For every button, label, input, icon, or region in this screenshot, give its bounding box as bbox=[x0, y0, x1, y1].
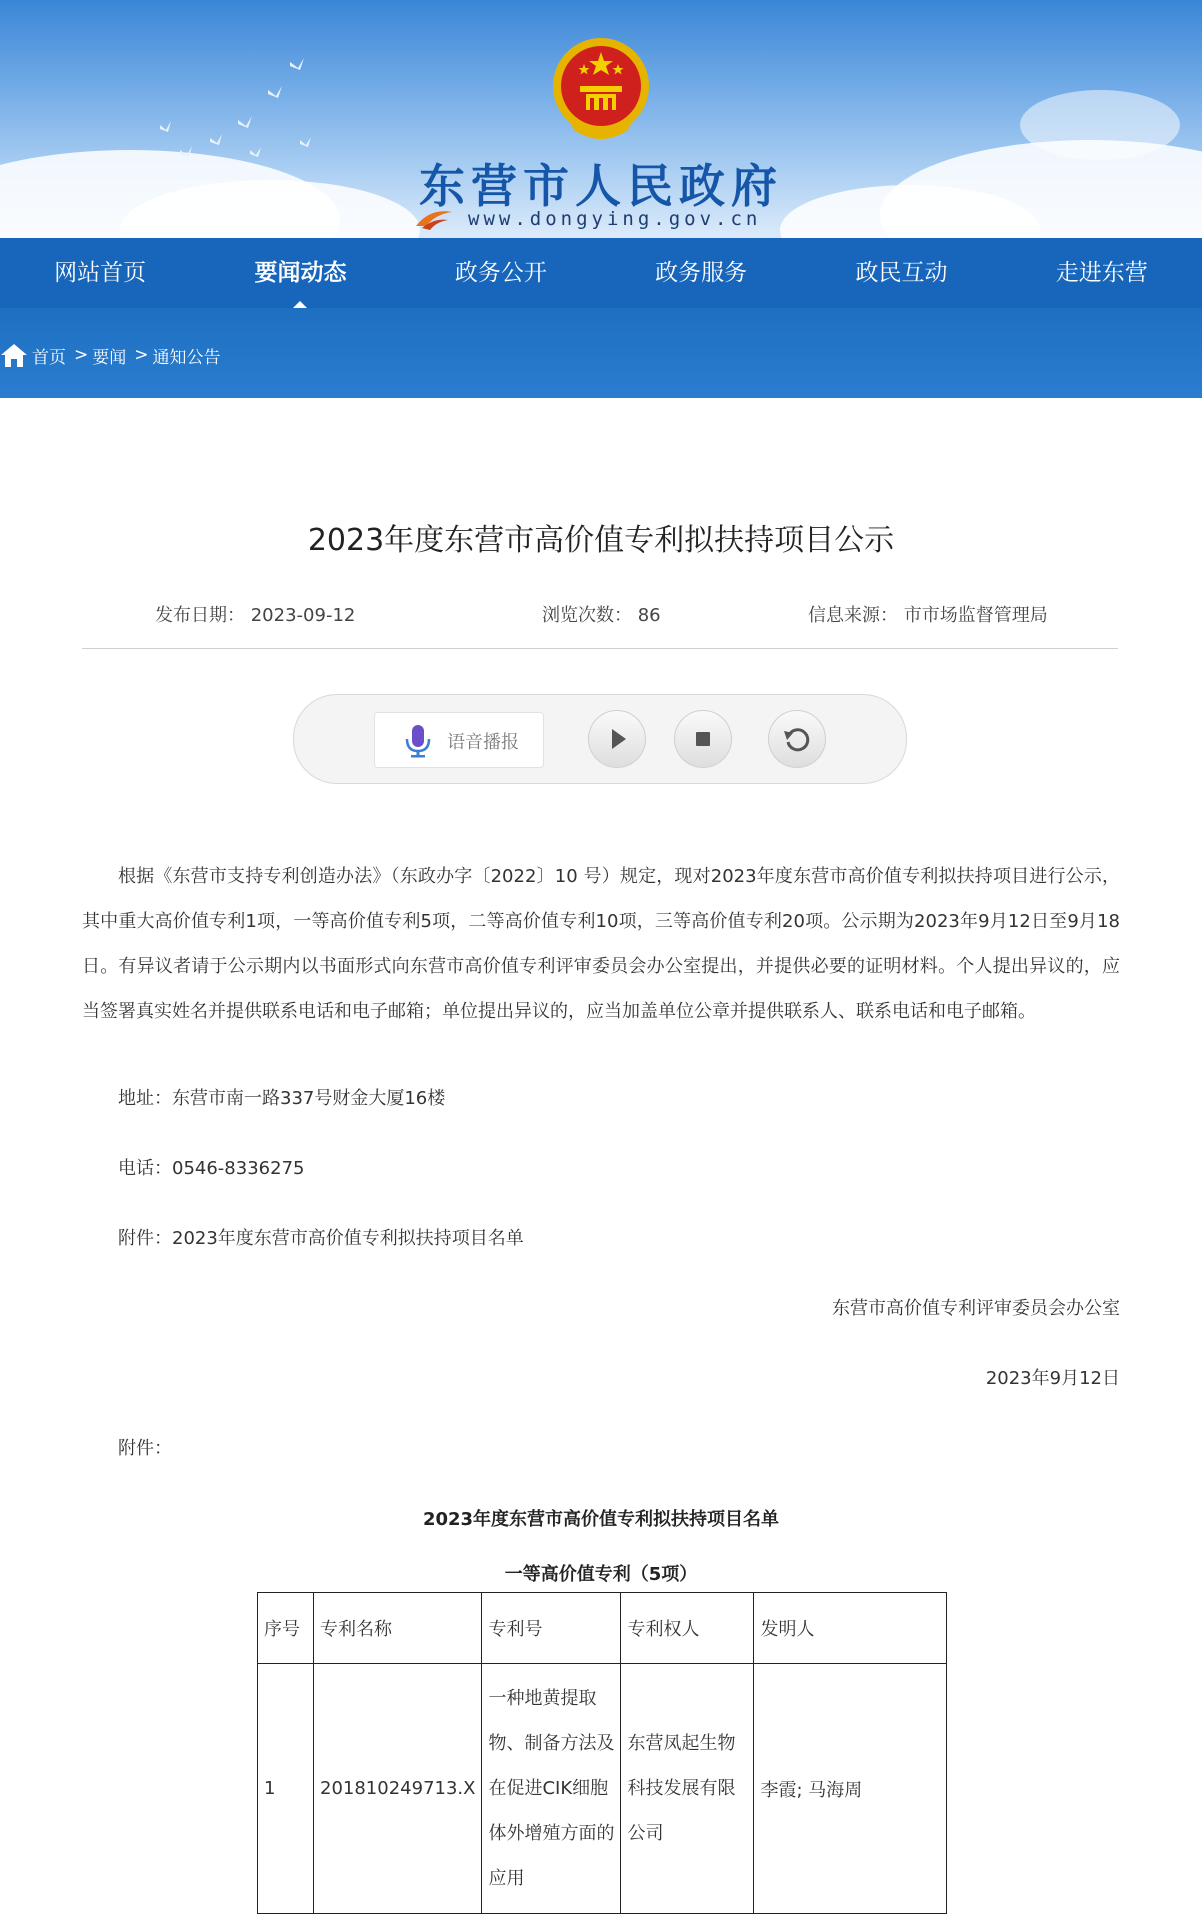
table-cell-col2: 201810249713.X bbox=[314, 1664, 482, 1914]
header-banner bbox=[0, 0, 1202, 238]
replay-icon bbox=[769, 711, 825, 767]
view-count-label: 浏览次数： bbox=[542, 605, 632, 626]
table-cell-no: 1 bbox=[258, 1664, 314, 1914]
attachment-heading: 附件： bbox=[118, 1438, 172, 1459]
home-icon[interactable] bbox=[0, 342, 28, 368]
stop-button[interactable] bbox=[674, 710, 732, 768]
birds-decoration bbox=[140, 50, 320, 160]
nav-item-government-affairs[interactable]: 政务公开 bbox=[454, 260, 547, 286]
table-header-row bbox=[258, 1593, 947, 1664]
info-source bbox=[808, 601, 1048, 627]
nav-item-about-dongying[interactable]: 走进东营 bbox=[1055, 260, 1148, 286]
audio-broadcast-text: 语音播报 bbox=[447, 732, 519, 753]
audio-broadcast-label[interactable] bbox=[374, 712, 544, 768]
nav-item-home[interactable]: 网站首页 bbox=[54, 260, 147, 286]
play-icon bbox=[589, 711, 645, 767]
publish-date-label: 发布日期： bbox=[155, 605, 245, 626]
table-cell-col3: 一种地黄提取物、制备方法及在促进CIK细胞体外增殖方面的应用 bbox=[482, 1664, 621, 1914]
info-source-label: 信息来源： bbox=[808, 605, 898, 626]
national-emblem-icon bbox=[550, 34, 652, 146]
article-title: 2023年度东营市高价值专利拟扶持项目公示 bbox=[307, 523, 895, 558]
table-header-patent-name: 专利名称 bbox=[314, 1593, 482, 1664]
breadcrumb-home[interactable]: 首页 bbox=[32, 347, 66, 368]
view-count bbox=[542, 601, 661, 627]
contact-phone: 电话：0546-8336275 bbox=[118, 1158, 305, 1179]
attachment-list-title: 2023年度东营市高价值专利拟扶持项目名单 bbox=[422, 1509, 780, 1530]
stop-icon bbox=[675, 711, 731, 767]
play-button[interactable] bbox=[588, 710, 646, 768]
info-source-value: 市市场监督管理局 bbox=[903, 605, 1048, 626]
table-cell-col4: 东营凤起生物科技发展有限公司 bbox=[621, 1664, 754, 1914]
site-url[interactable]: www.dongying.gov.cn bbox=[468, 208, 762, 230]
signature-date: 2023年9月12日 bbox=[985, 1368, 1120, 1389]
contact-address: 地址：东营市南一路337号财金大厦16楼 bbox=[118, 1088, 446, 1109]
breadcrumb-news[interactable]: 要闻 bbox=[92, 347, 127, 368]
nav-item-government-services[interactable]: 政务服务 bbox=[655, 260, 748, 286]
table-header-patent-holder: 专利权人 bbox=[621, 1593, 754, 1664]
table-header-patent-number: 专利号 bbox=[482, 1593, 621, 1664]
article-body-paragraph: 根据《东营市支持专利创造办法》（东政办字〔2022〕10 号）规定，现对2023年度东营市高价值专利拟扶持项目进行公示，其中重大高价值专利1项，一等高价值专利5项，二等高价值专利10项，三等高价值专利20项。公示期为2023年9月12日至9月18日。有异议者请于公示期内以书面形式向东营市高价值专利评审委员会办公室提出，并提供必要的证明材料。个人提出异议的，应当签署真实姓名并提供联系电话和电子邮箱；单位提出异议的，应当加盖单位公章并提供联系人、联系电话和电子邮箱。 bbox=[82, 866, 1120, 1022]
publish-date-value: 2023-09-12 bbox=[250, 605, 356, 626]
breadcrumb-separator: > bbox=[74, 345, 89, 365]
signature-organization: 东营市高价值专利评审委员会办公室 bbox=[832, 1298, 1120, 1319]
table-cell-col5: 李霞; 马海周 bbox=[754, 1664, 947, 1914]
main-nav bbox=[0, 238, 1202, 308]
table-header-inventor: 发明人 bbox=[754, 1593, 947, 1664]
audio-player bbox=[293, 694, 907, 784]
title-divider bbox=[82, 648, 1118, 649]
publish-date bbox=[155, 601, 355, 627]
breadcrumb bbox=[0, 340, 221, 370]
table-header-no: 序号 bbox=[258, 1593, 314, 1664]
section-title: 一等高价值专利（5项） bbox=[504, 1564, 698, 1585]
replay-button[interactable] bbox=[768, 710, 826, 768]
nav-item-news[interactable]: 要闻动态 bbox=[200, 238, 400, 308]
table-row bbox=[258, 1664, 947, 1914]
nav-item-interaction[interactable]: 政民互动 bbox=[855, 260, 948, 286]
breadcrumb-separator: > bbox=[134, 345, 149, 365]
microphone-icon bbox=[403, 723, 433, 759]
site-title: 东营市人民政府 bbox=[419, 159, 783, 213]
view-count-value: 86 bbox=[637, 605, 661, 626]
attachment-link[interactable]: 附件：2023年度东营市高价值专利拟扶持项目名单 bbox=[118, 1228, 524, 1249]
breadcrumb-notice[interactable]: 通知公告 bbox=[152, 347, 221, 368]
patent-table bbox=[257, 1592, 947, 1914]
dongying-swirl-logo-icon bbox=[412, 206, 456, 232]
